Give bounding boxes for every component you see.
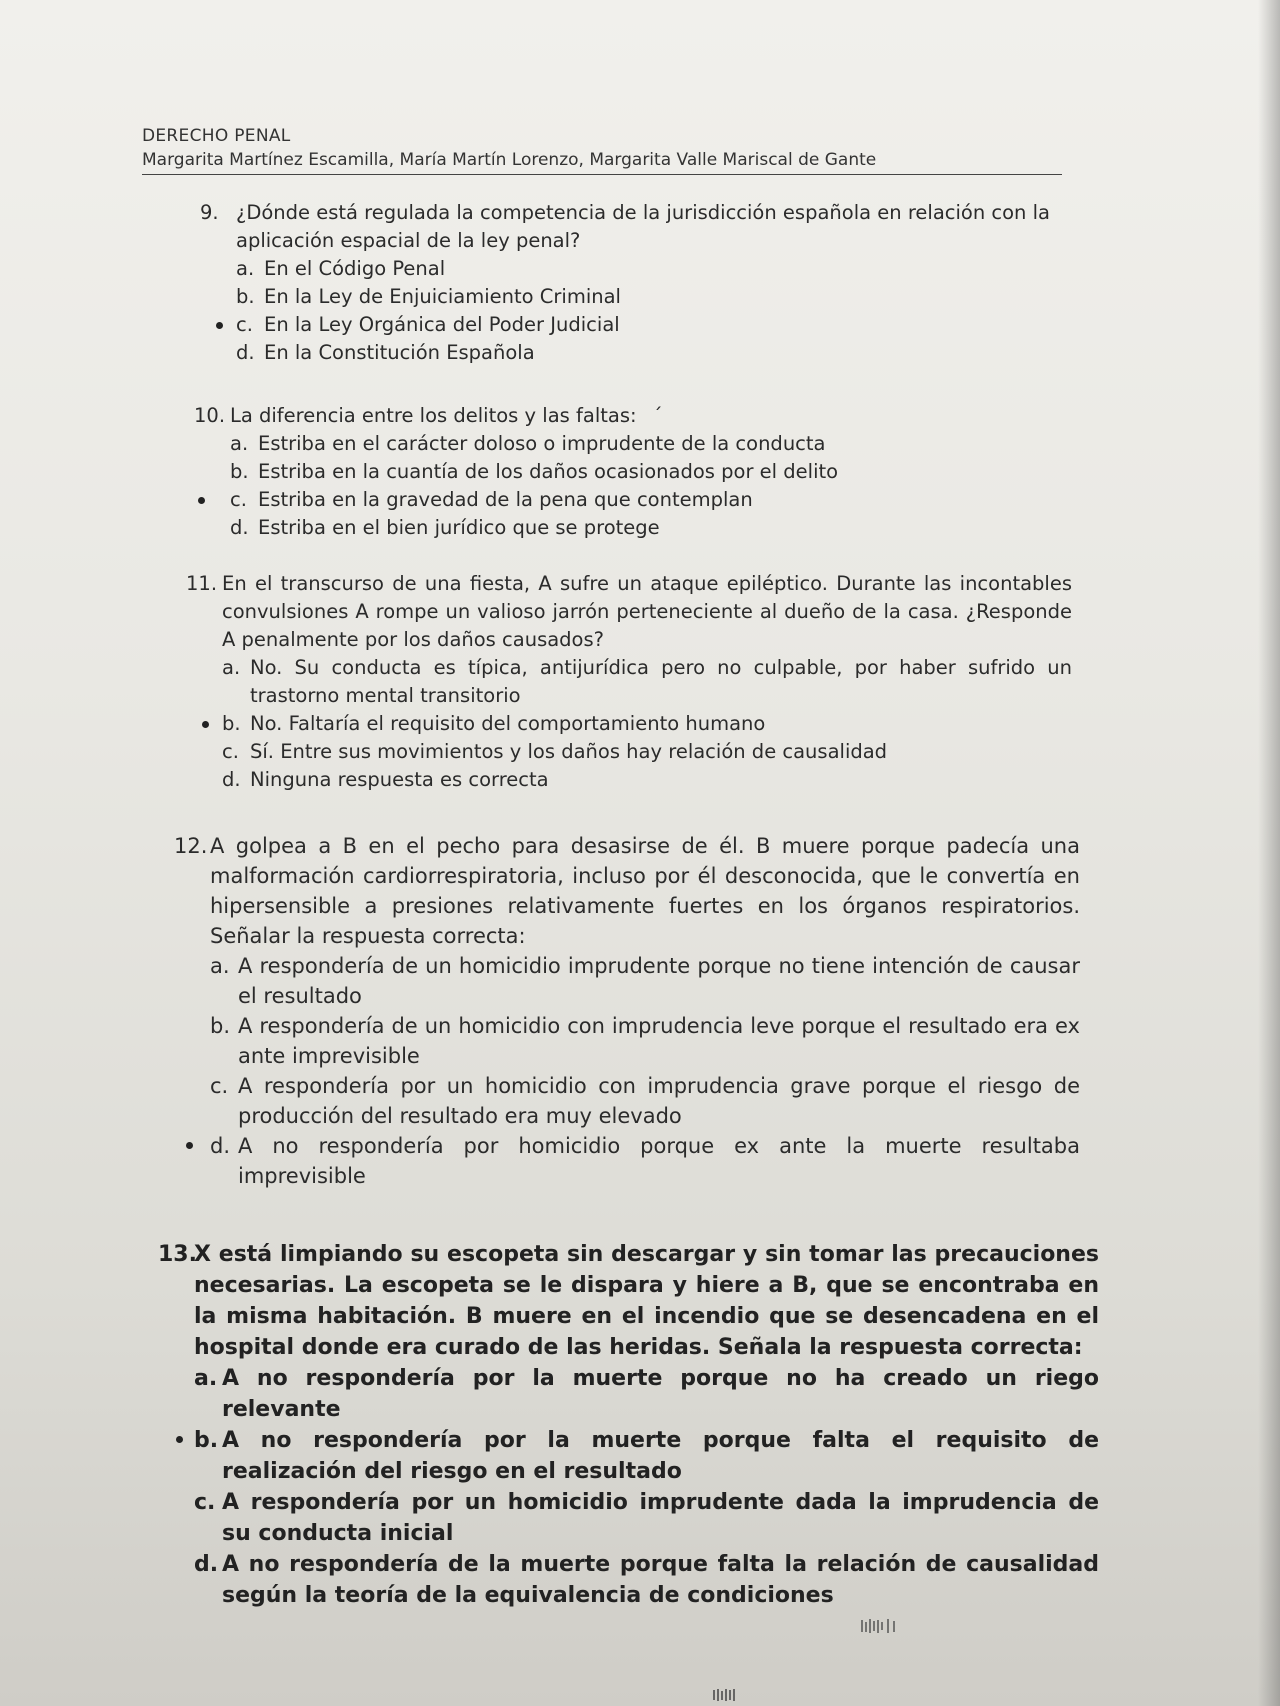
option-letter: c. bbox=[230, 488, 247, 511]
option-d bbox=[200, 514, 1080, 542]
option-text: Estriba en la gravedad de la pena que contemplan bbox=[258, 488, 753, 511]
option-text: No. Faltaría el requisito del comportamiento humano bbox=[250, 712, 766, 735]
option-a bbox=[164, 1363, 1099, 1425]
question-number: 12. bbox=[174, 834, 208, 858]
question-text: En el transcurso de una fiesta, A sufre un ataque epiléptico. Durante las incontables convulsiones A rompe un valioso jarrón perteneciente al dueño de la casa. ¿Responde A penalmente por los daños causados? bbox=[222, 572, 1072, 651]
option-text: A no respondería por la muerte porque no ha creado un riego relevante bbox=[222, 1366, 1099, 1422]
option-letter: c. bbox=[222, 740, 239, 763]
option-letter: b. bbox=[210, 1014, 231, 1038]
question-text: A golpea a B en el pecho para desasirse de él. B muere porque padecía una malformación cardiorrespiratoria, incluso por él desconocida, que le convertía en hipersensible a presiones relativamente fuertes en los órganos respiratorios. Señalar la respuesta correcta: bbox=[210, 834, 1080, 948]
option-text: A respondería de un homicidio con imprudencia leve porque el resultado era ex ante imprevisible bbox=[238, 1014, 1080, 1068]
scan-noise-icon bbox=[860, 1618, 930, 1634]
question-9 bbox=[200, 199, 1086, 367]
question-stem bbox=[174, 831, 1080, 951]
option-text: Estriba en la cuantía de los daños ocasionados por el delito bbox=[258, 460, 839, 483]
option-text: A no respondería por la muerte porque falta el requisito de realización del riesgo en el resultado bbox=[222, 1428, 1099, 1484]
authors-line: Margarita Martínez Escamilla, María Martín Lorenzo, Margarita Valle Mariscal de Gante bbox=[142, 150, 1062, 175]
option-letter: d. bbox=[222, 768, 241, 791]
option-b bbox=[164, 1425, 1099, 1487]
question-stem bbox=[186, 570, 1072, 654]
option-letter: a. bbox=[236, 257, 255, 280]
option-text: Estriba en el carácter doloso o imprudente de la conducta bbox=[258, 432, 826, 455]
option-letter: a. bbox=[222, 656, 241, 679]
option-a bbox=[180, 951, 1080, 1011]
option-text: A respondería de un homicidio imprudente porque no tiene intención de causar el resultado bbox=[238, 954, 1080, 1008]
option-letter: c. bbox=[194, 1490, 216, 1515]
option-text: No. Su conducta es típica, antijurídica pero no culpable, por haber sufrido un trastorno mental transitorio bbox=[250, 656, 1072, 707]
option-letter: b. bbox=[194, 1428, 219, 1453]
question-12 bbox=[174, 831, 1080, 1191]
option-letter: c. bbox=[236, 313, 253, 336]
option-letter: a. bbox=[194, 1366, 218, 1391]
question-number: 13. bbox=[158, 1242, 197, 1267]
option-letter: a. bbox=[230, 432, 249, 455]
option-text: Estriba en el bien jurídico que se protege bbox=[258, 516, 660, 539]
answer-mark-dot bbox=[198, 497, 205, 504]
option-letter: a. bbox=[210, 954, 230, 978]
question-number: 11. bbox=[186, 572, 218, 595]
option-text: A respondería por un homicidio con imprudencia grave porque el riesgo de producción del resultado era muy elevado bbox=[238, 1074, 1080, 1128]
page-edge-shadow bbox=[1258, 0, 1280, 1706]
option-text: En la Ley Orgánica del Poder Judicial bbox=[264, 313, 620, 336]
question-text: ¿Dónde está regulada la competencia de la jurisdicción española en relación con la aplicación espacial de la ley penal? bbox=[236, 201, 1050, 252]
option-a bbox=[206, 255, 1086, 283]
question-stem bbox=[200, 199, 1086, 255]
option-b bbox=[206, 283, 1086, 311]
option-b bbox=[200, 458, 1080, 486]
scan-artifact bbox=[712, 1688, 752, 1706]
option-text: En la Constitución Española bbox=[264, 341, 535, 364]
question-text: X está limpiando su escopeta sin descargar y sin tomar las precauciones necesarias. La escopeta se le dispara y hiere a B, que se encontraba en la misma habitación. B muere en el incendio que se desencadena en el hospital donde era curado de las heridas. Señala la respuesta correcta: bbox=[194, 1242, 1099, 1360]
option-c bbox=[206, 311, 1086, 339]
option-list bbox=[164, 1363, 1099, 1611]
option-text: Ninguna respuesta es correcta bbox=[250, 768, 549, 791]
option-c bbox=[192, 738, 1072, 766]
option-letter: d. bbox=[236, 341, 255, 364]
option-letter: b. bbox=[222, 712, 241, 735]
question-text: La diferencia entre los delitos y las faltas: bbox=[230, 404, 637, 427]
option-d bbox=[164, 1549, 1099, 1611]
option-c bbox=[180, 1071, 1080, 1131]
answer-mark-dot bbox=[202, 721, 209, 728]
scan-noise-icon bbox=[712, 1688, 752, 1702]
option-a bbox=[192, 654, 1072, 710]
option-d bbox=[206, 339, 1086, 367]
option-a bbox=[200, 430, 1080, 458]
question-stem bbox=[194, 402, 1080, 430]
question-number: 10. bbox=[194, 404, 226, 427]
option-c bbox=[164, 1487, 1099, 1549]
option-text: En el Código Penal bbox=[264, 257, 446, 280]
document-header bbox=[142, 126, 1062, 175]
option-letter: d. bbox=[194, 1552, 219, 1577]
option-letter: b. bbox=[230, 460, 249, 483]
option-c bbox=[200, 486, 1080, 514]
option-list bbox=[200, 430, 1080, 542]
option-letter: d. bbox=[210, 1134, 231, 1158]
answer-mark-dot bbox=[216, 322, 223, 329]
question-stem bbox=[158, 1239, 1099, 1363]
question-11 bbox=[186, 570, 1072, 794]
question-number: 9. bbox=[200, 201, 219, 224]
option-d bbox=[192, 766, 1072, 794]
option-letter: c. bbox=[210, 1074, 229, 1098]
option-text: A no respondería por homicidio porque ex ante la muerte resultaba imprevisible bbox=[238, 1134, 1080, 1188]
option-list bbox=[180, 951, 1080, 1191]
option-text: Sí. Entre sus movimientos y los daños hay relación de causalidad bbox=[250, 740, 888, 763]
option-text: A respondería por un homicidio imprudente dada la imprudencia de su conducta inicial bbox=[222, 1490, 1099, 1546]
option-list bbox=[192, 654, 1072, 794]
option-letter: b. bbox=[236, 285, 255, 308]
option-text: A no respondería de la muerte porque falta la relación de causalidad según la teoría de la equivalencia de condiciones bbox=[222, 1552, 1099, 1608]
scan-artifact bbox=[860, 1618, 930, 1638]
answer-mark-dot bbox=[186, 1142, 193, 1149]
option-d bbox=[180, 1131, 1080, 1191]
option-letter: d. bbox=[230, 516, 249, 539]
question-10 bbox=[194, 402, 1080, 542]
option-b bbox=[192, 710, 1072, 738]
course-title: DERECHO PENAL bbox=[142, 126, 291, 146]
option-b bbox=[180, 1011, 1080, 1071]
tick-annotation: ´ bbox=[652, 404, 663, 427]
question-13 bbox=[158, 1239, 1099, 1611]
option-list bbox=[206, 255, 1086, 367]
answer-mark-dot bbox=[176, 1436, 183, 1443]
option-text: En la Ley de Enjuiciamiento Criminal bbox=[264, 285, 621, 308]
